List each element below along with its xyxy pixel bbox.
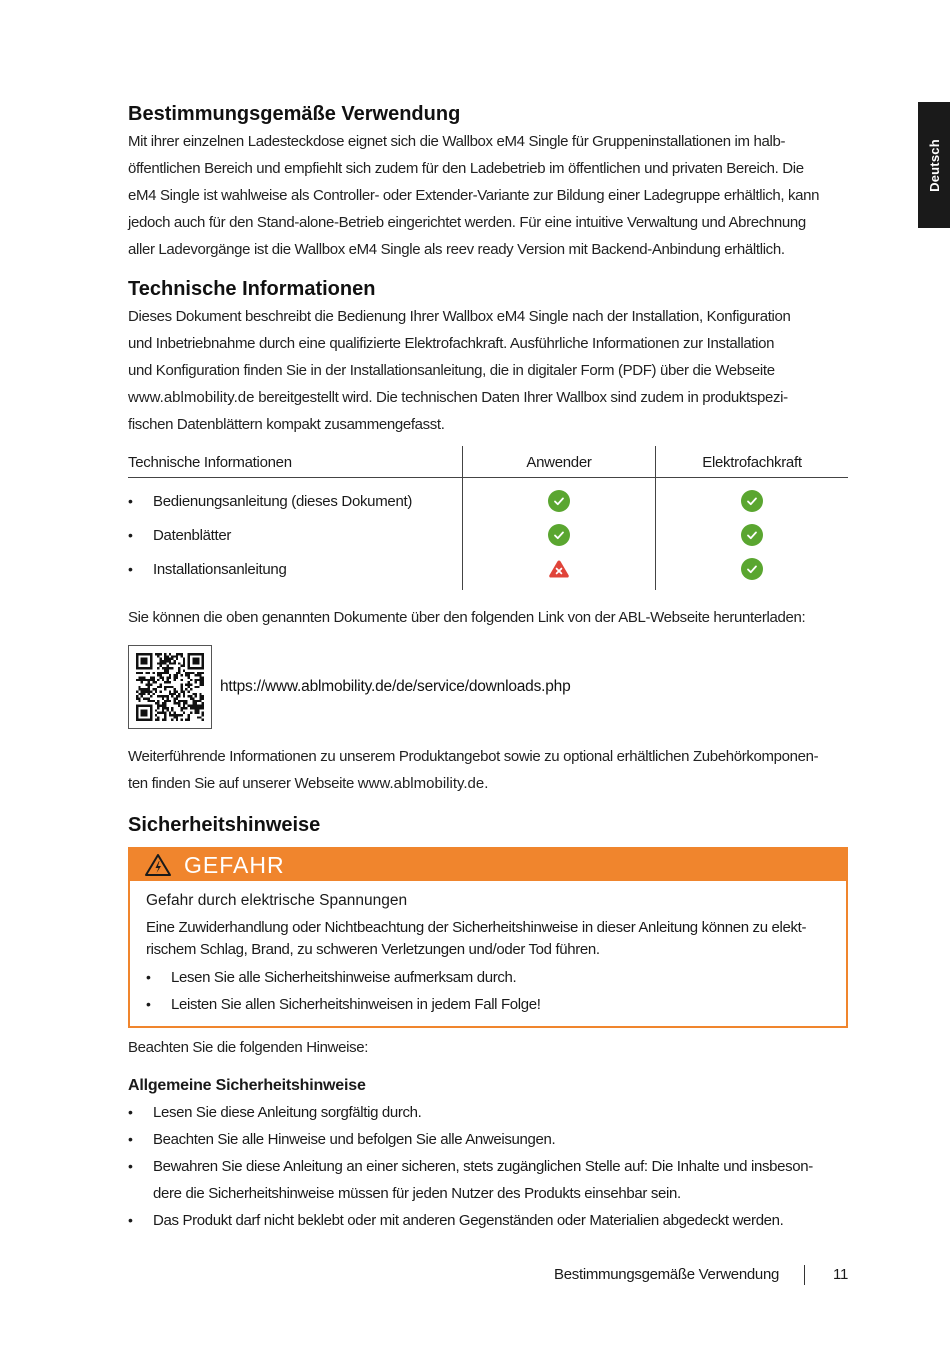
qr-code[interactable] bbox=[128, 645, 212, 729]
bullet: • bbox=[128, 527, 133, 543]
high-voltage-warning-icon bbox=[144, 853, 172, 877]
paragraph-line: und Inbetriebnahme durch eine qualifizierte Elektrofachkraft. Ausführliche Informationen zur Installation bbox=[128, 335, 775, 352]
general-safety-heading: Allgemeine Sicherheitshinweise bbox=[128, 1077, 366, 1094]
danger-title: GEFAHR bbox=[184, 851, 285, 878]
paragraph-line bbox=[128, 384, 848, 411]
paragraph-line: fischen Datenblättern kompakt zusammengefasst. bbox=[128, 416, 445, 433]
website-link[interactable]: www.ablmobility.de bbox=[128, 389, 255, 406]
download-url-link[interactable]: https://www.ablmobility.de/de/service/downloads.php bbox=[220, 678, 571, 695]
cross-warning-icon bbox=[548, 559, 570, 579]
bullet: • bbox=[128, 1104, 133, 1120]
row-label: Datenblätter bbox=[153, 526, 232, 544]
language-tab[interactable] bbox=[918, 102, 950, 228]
danger-bullet-list bbox=[146, 964, 830, 1018]
paragraph-line: Dieses Dokument beschreibt die Bedienung Ihrer Wallbox eM4 Single nach der Installation, Konfiguration bbox=[128, 308, 791, 325]
column-header-info: Technische Informationen bbox=[128, 446, 463, 478]
footer-section-title: Bestimmungsgemäße Verwendung bbox=[554, 1266, 780, 1283]
list-item bbox=[146, 964, 830, 991]
list-item-text-line: dere die Sicherheitshinweise müssen für jeden Nutzer des Produkts einsehbar sein. bbox=[153, 1185, 681, 1202]
table-header-row bbox=[128, 446, 848, 478]
more-info-paragraph bbox=[128, 743, 848, 797]
bullet: • bbox=[128, 493, 133, 509]
bullet: • bbox=[128, 561, 133, 577]
table-row bbox=[128, 552, 848, 590]
row-label: Bedienungsanleitung (dieses Dokument) bbox=[153, 492, 413, 510]
danger-box bbox=[128, 847, 848, 1028]
row-label: Installationsanleitung bbox=[153, 560, 287, 578]
list-item-text: Lesen Sie diese Anleitung sorgfältig durch. bbox=[153, 1104, 422, 1121]
list-item bbox=[128, 1153, 848, 1207]
paragraph-line: jedoch auch für den Stand-alone-Betrieb eingerichtet werden. Für eine intuitive Verwaltung und Abrechnung bbox=[128, 214, 806, 231]
technical-info-paragraph bbox=[128, 303, 848, 438]
check-icon bbox=[741, 524, 763, 546]
documents-table bbox=[128, 446, 848, 590]
danger-header bbox=[130, 849, 846, 881]
list-item-text: Lesen Sie alle Sicherheitshinweise aufmerksam durch. bbox=[171, 969, 517, 986]
section-heading-safety: Sicherheitshinweise bbox=[128, 814, 321, 836]
paragraph-text: bereitgestellt wird. Die technischen Daten Ihrer Wallbox sind zudem in produktspezi- bbox=[254, 389, 788, 406]
section-heading-intended-use: Bestimmungsgemäße Verwendung bbox=[128, 103, 461, 125]
danger-body bbox=[130, 881, 846, 1026]
danger-subtitle: Gefahr durch elektrische Spannungen bbox=[146, 892, 408, 909]
list-item-text: Leisten Sie allen Sicherheitshinweisen in jedem Fall Folge! bbox=[171, 996, 541, 1013]
column-header-user: Anwender bbox=[463, 446, 656, 478]
table-row bbox=[128, 518, 848, 552]
table-row bbox=[128, 478, 848, 519]
check-icon bbox=[548, 524, 570, 546]
list-item-text: Das Produkt darf nicht beklebt oder mit anderen Gegenständen oder Materialien abgedeckt werden. bbox=[153, 1212, 784, 1229]
check-icon bbox=[741, 490, 763, 512]
check-icon bbox=[548, 490, 570, 512]
page-footer bbox=[554, 1266, 848, 1288]
list-item bbox=[128, 1207, 848, 1234]
paragraph-line: und Konfiguration finden Sie in der Installationsanleitung, die in digitaler Form (PDF) über die Webseite bbox=[128, 362, 775, 379]
general-safety-list bbox=[128, 1099, 848, 1234]
column-header-electrician: Elektrofachkraft bbox=[656, 446, 849, 478]
page-content bbox=[128, 100, 848, 1234]
paragraph-line bbox=[128, 770, 848, 797]
page-number: 11 bbox=[833, 1266, 848, 1283]
bullet: • bbox=[146, 996, 151, 1012]
list-item bbox=[128, 1099, 848, 1126]
footer-divider bbox=[804, 1265, 805, 1285]
qr-code-icon bbox=[136, 653, 204, 721]
section-heading-technical-info: Technische Informationen bbox=[128, 278, 376, 300]
list-item bbox=[146, 991, 830, 1018]
paragraph-line: Mit ihrer einzelnen Ladesteckdose eignet sich die Wallbox eM4 Single für Gruppeninstallationen im halb- bbox=[128, 133, 786, 150]
bullet: • bbox=[146, 969, 151, 985]
bullet: • bbox=[128, 1212, 133, 1228]
paragraph-line: öffentlichen Bereich und empfiehlt sich zudem für den Ladebetrieb im öffentlichen und privaten Bereich. Die bbox=[128, 160, 804, 177]
language-tab-label: Deutsch bbox=[926, 138, 942, 192]
check-icon bbox=[741, 558, 763, 580]
list-item-text: Beachten Sie alle Hinweise und befolgen Sie alle Anweisungen. bbox=[153, 1131, 556, 1148]
website-link[interactable]: www.ablmobility.de. bbox=[357, 775, 489, 792]
danger-text-line: rischem Schlag, Brand, zu schweren Verletzungen und/oder Tod führen. bbox=[146, 941, 600, 958]
paragraph-line: aller Ladevorgänge ist die Wallbox eM4 Single als reev ready Version mit Backend-Anbindung erhältlich. bbox=[128, 241, 785, 258]
download-link-row bbox=[128, 645, 848, 729]
intended-use-paragraph bbox=[128, 128, 848, 263]
download-text: Sie können die oben genannten Dokumente über den folgenden Link von der ABL-Webseite herunterladen: bbox=[128, 609, 806, 626]
paragraph-text: ten finden Sie auf unserer Webseite bbox=[128, 775, 358, 792]
danger-text-line: Eine Zuwiderhandlung oder Nichtbeachtung der Sicherheitshinweise in dieser Anleitung können zu elekt- bbox=[146, 919, 807, 936]
bullet: • bbox=[128, 1131, 133, 1147]
note-text: Beachten Sie die folgenden Hinweise: bbox=[128, 1039, 369, 1056]
bullet: • bbox=[128, 1158, 133, 1174]
list-item-text bbox=[153, 1153, 813, 1207]
paragraph-line: Weiterführende Informationen zu unserem Produktangebot sowie zu optional erhältlichen Zubehörkomponen- bbox=[128, 748, 819, 765]
danger-text bbox=[146, 917, 830, 961]
list-item bbox=[128, 1126, 848, 1153]
list-item-text-line: Bewahren Sie diese Anleitung an einer sicheren, stets zugänglichen Stelle auf: Die Inhalte und insbeson- bbox=[153, 1158, 813, 1175]
paragraph-line: eM4 Single ist wahlweise als Controller- oder Extender-Variante zur Bildung einer Ladegruppe erhältlich, kann bbox=[128, 187, 820, 204]
